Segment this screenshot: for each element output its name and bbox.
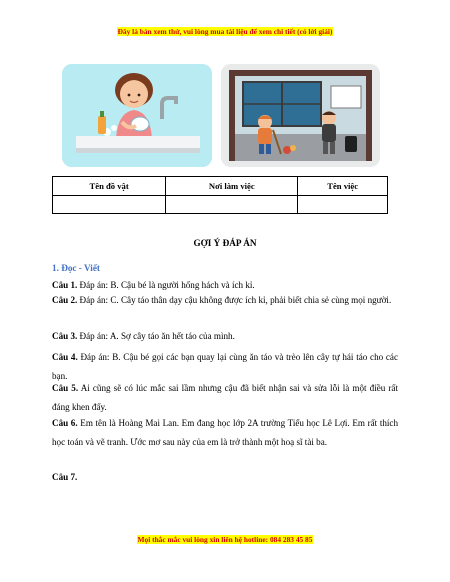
answer-text: Em tên là Hoàng Mai Lan. Em đang học lớp 2A trường Tiểu học Lê Lợi. Em rất thích học toán và vẽ tranh. Ước mơ sau này của em là trở thành một hoạ sĩ tài ba.: [52, 418, 399, 447]
answer-label: Câu 3.: [52, 331, 78, 341]
section-title: 1. Đọc - Viết: [52, 263, 100, 273]
col-header-task-name: Tên việc: [298, 177, 388, 196]
preview-notice-banner: [0, 27, 450, 36]
table-cell-empty: [298, 196, 388, 214]
answer-label: Câu 6.: [52, 418, 78, 428]
answer-item: [52, 327, 398, 346]
illustration-washing-dishes: [62, 64, 212, 167]
answer-label: Câu 5.: [52, 383, 79, 393]
answer-text: Đáp án: B. Cậu bé gọi các bạn quay lại cùng ăn táo và trèo lên cây tự hái táo cho các bạn.: [52, 352, 399, 381]
answer-label: Câu 2.: [52, 295, 78, 305]
illustration-cleaning-room: [221, 64, 380, 167]
table-row: [53, 196, 388, 214]
hotline-banner: [0, 535, 450, 544]
washing-dishes-drawing: [62, 64, 212, 167]
answer-text: Đáp án: B. Cậu bé là người hống hách và ích kỉ.: [79, 280, 255, 290]
col-header-object-name: Tên đồ vật: [53, 177, 166, 196]
answer-table: [52, 176, 388, 214]
answer-guide-heading: GỢI Ý ĐÁP ÁN: [193, 238, 257, 248]
answer-label: Câu 7.: [52, 472, 78, 482]
answer-label: Câu 1.: [52, 280, 78, 290]
answer-item: [52, 468, 398, 487]
answer-text: Đáp án: A. Sợ cây táo ăn hết táo của mình.: [79, 331, 235, 341]
answer-item: [52, 414, 398, 451]
answer-text: Đáp án: C. Cây táo thân dạy cậu không được ích kỉ, phải biết chia sẻ cùng mọi người.: [79, 295, 392, 305]
answer-label: Câu 4.: [52, 352, 78, 362]
col-header-workplace: Nơi làm việc: [166, 177, 298, 196]
answer-text: Ai cũng sẽ có lúc mắc sai lầm nhưng cậu đã biết nhận sai và sửa lỗi là một điều rất đáng khen đấy.: [52, 383, 398, 412]
table-cell-empty: [53, 196, 166, 214]
answer-item: [52, 291, 398, 310]
table-cell-empty: [166, 196, 298, 214]
answer-item: [52, 379, 398, 416]
hotline-text: Mọi thắc mắc vui lòng xin liên hệ hotline: 084 283 45 85: [137, 535, 313, 544]
cleaning-room-drawing: [221, 64, 380, 167]
table-header-row: [53, 177, 388, 196]
preview-notice-text: Đây là bản xem thử, vui lòng mua tài liệu để xem chi tiết (có lời giải): [117, 27, 333, 36]
